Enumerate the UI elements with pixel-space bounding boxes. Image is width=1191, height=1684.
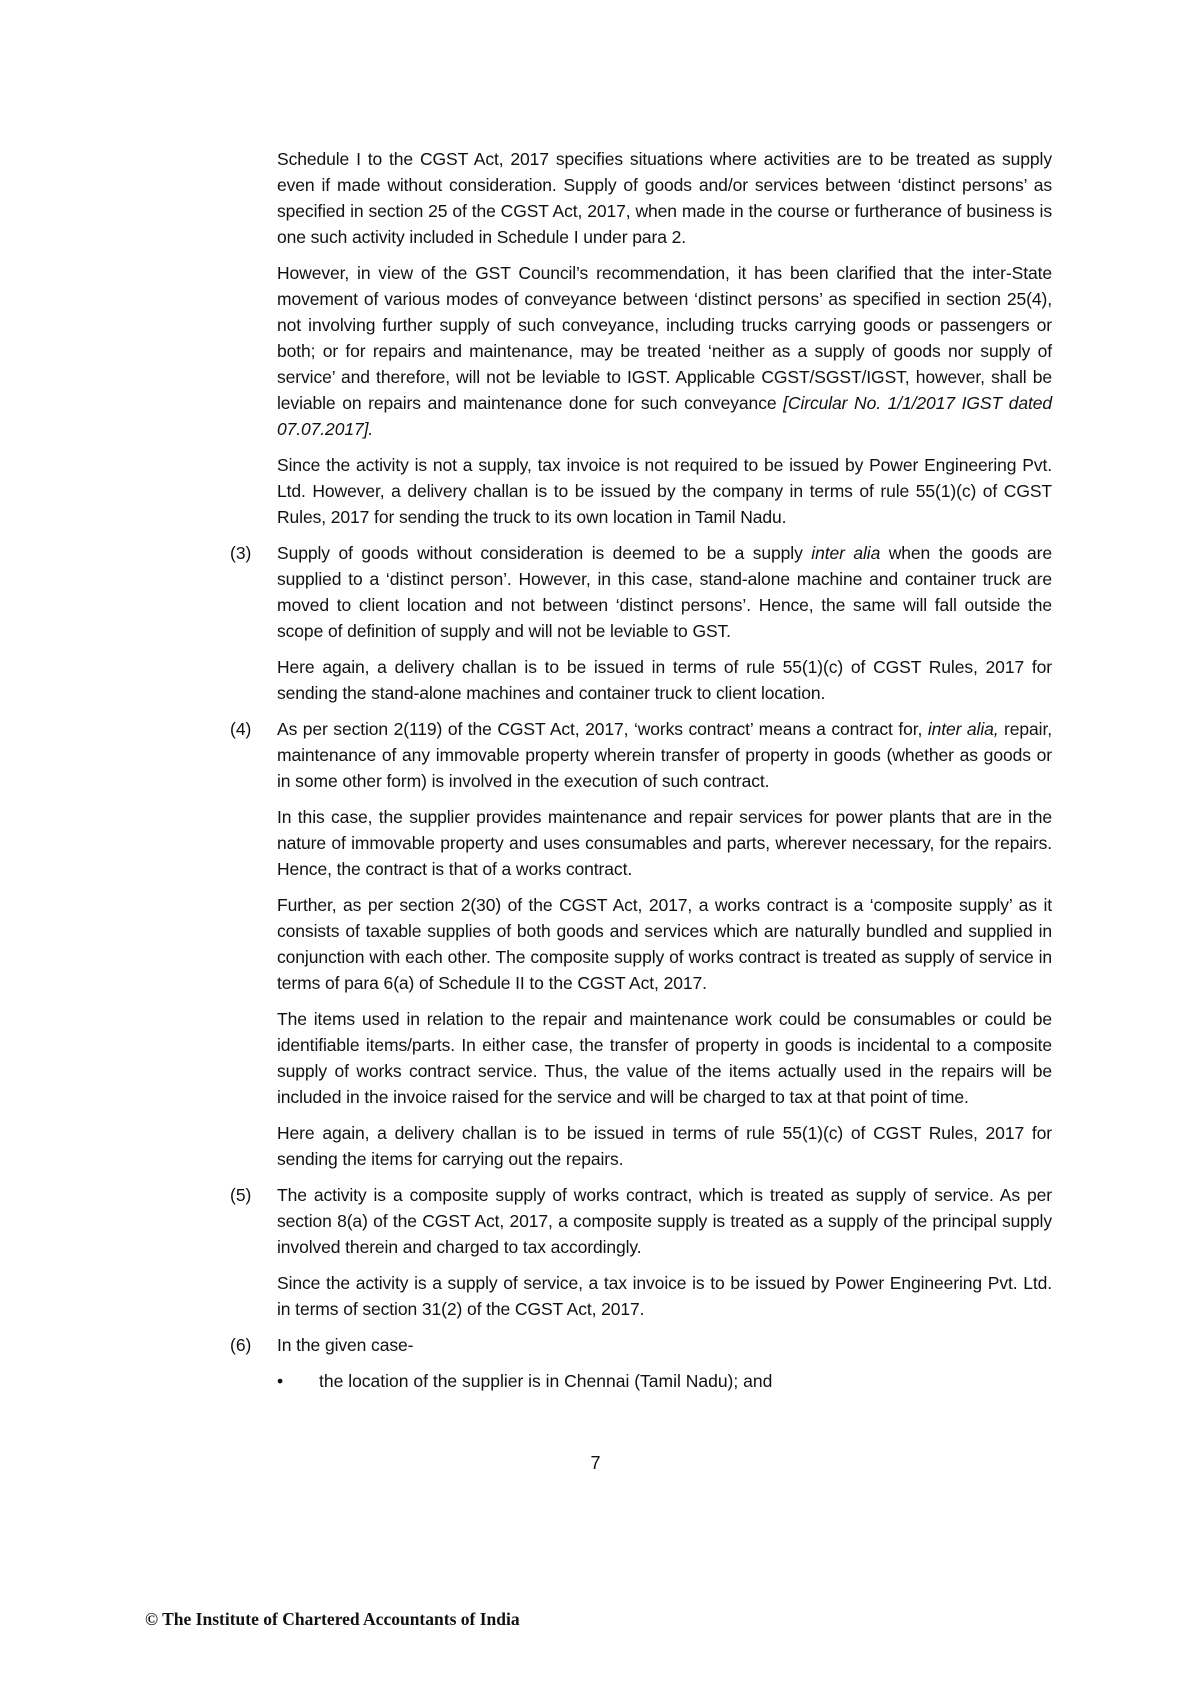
paragraph-gst-council-text: However, in view of the GST Council’s recommendation, it has been clarified that the inter-State movement of various modes of conveyance between ‘distinct persons’ as specified in section 25(4), not involving further supply of such conveyance, including trucks carrying goods or passengers or both; or for repairs and maintenance, may be treated ‘neither as a supply of goods nor supply of service’ and therefore, will not be leviable to IGST. Applicable CGST/SGST/IGST, however, shall be leviable on repairs and maintenance done for such conveyance — [277, 263, 1052, 413]
paragraph-composite-supply: Further, as per section 2(30) of the CGST Act, 2017, a works contract is a ‘composite supply’ as it consists of taxable supplies of both goods and services which are naturally bundled and supplied in conjunction with each other. The composite supply of works contract is treated as supply of service in terms of para 6(a) of Schedule II to the CGST Act, 2017. — [277, 895, 1052, 993]
item-text-part: As per section 2(119) of the CGST Act, 2017, ‘works contract’ means a contract for, — [277, 719, 928, 739]
item-text-part: when the goods are supplied to a ‘distinct person’. However, in this case, stand-alone machine and container truck are moved to client location and not between ‘distinct persons’. Hence, the same will fall outside the scope of definition of supply and will not be leviable to GST. — [277, 543, 1052, 641]
item-number: (4) — [230, 719, 252, 739]
list-item-6 — [230, 1332, 1052, 1358]
list-item-3 — [230, 540, 1052, 644]
item-number: (3) — [230, 543, 252, 563]
item-text: In the given case- — [277, 1335, 414, 1355]
page-number: 7 — [590, 1453, 601, 1473]
paragraph-gst-council — [277, 260, 1052, 442]
list-item-4 — [230, 716, 1052, 794]
item-text-part: Supply of goods without consideration is deemed to be a supply — [277, 543, 812, 563]
bullet-text: the location of the supplier is in Chennai (Tamil Nadu); and — [319, 1371, 773, 1391]
circular-reference: [Circular No. 1/1/2017 IGST dated 07.07.2017]. — [277, 393, 1052, 439]
paragraph-delivery-challan-machines: Here again, a delivery challan is to be issued in terms of rule 55(1)(c) of CGST Rules, 2017 for sending the stand-alone machines and container truck to client location. — [277, 657, 1052, 703]
item-text: The activity is a composite supply of works contract, which is treated as supply of service. As per section 8(a) of the CGST Act, 2017, a composite supply is treated as a supply of the principal supply involved therein and charged to tax accordingly. — [277, 1185, 1052, 1257]
paragraph-delivery-challan-truck: Since the activity is not a supply, tax invoice is not required to be issued by Power Engineering Pvt. Ltd. However, a delivery challan is to be issued by the company in terms of rule 55(1)(c) of CGST Rules, 2017 for sending the truck to its own location in Tamil Nadu. — [277, 455, 1052, 527]
paragraph-tax-invoice: Since the activity is a supply of service, a tax invoice is to be issued by Power Engineering Pvt. Ltd. in terms of section 31(2) of the CGST Act, 2017. — [277, 1273, 1052, 1319]
footer-copyright: © The Institute of Chartered Accountants of India — [145, 1609, 520, 1629]
item-number: (6) — [230, 1335, 252, 1355]
paragraph-delivery-challan-items: Here again, a delivery challan is to be issued in terms of rule 55(1)(c) of CGST Rules, 2017 for sending the items for carrying out the repairs. — [277, 1123, 1052, 1169]
item-text — [277, 540, 1052, 644]
bullet-icon: • — [277, 1371, 284, 1391]
paragraph-works-contract-case: In this case, the supplier provides maintenance and repair services for power plants that are in the nature of immovable property and uses consumables and parts, wherever necessary, for the repairs. Hence, the contract is that of a works contract. — [277, 807, 1052, 879]
italic-term: inter alia, — [927, 719, 999, 739]
list-item-5 — [230, 1182, 1052, 1260]
italic-term: inter alia — [811, 543, 881, 563]
bullet-item — [277, 1368, 1052, 1394]
item-number: (5) — [230, 1185, 252, 1205]
paragraph-schedule-i: Schedule I to the CGST Act, 2017 specifies situations where activities are to be treated as supply even if made without consideration. Supply of goods and/or services between ‘distinct persons’ as specified in section 25 of the CGST Act, 2017, when made in the course or furtherance of business is one such activity included in Schedule I under para 2. — [277, 149, 1052, 247]
item-text-part: repair, maintenance of any immovable property wherein transfer of property in goods (whether as goods or in some other form) is involved in the execution of such contract. — [277, 719, 1052, 791]
paragraph-items-used: The items used in relation to the repair and maintenance work could be consumables or could be identifiable items/parts. In either case, the transfer of property in goods is incidental to a composite supply of works contract service. Thus, the value of the items actually used in the repairs will be included in the invoice raised for the service and will be charged to tax at that point of time. — [277, 1009, 1052, 1107]
item-text — [277, 716, 1052, 794]
page-body — [230, 146, 1052, 1394]
